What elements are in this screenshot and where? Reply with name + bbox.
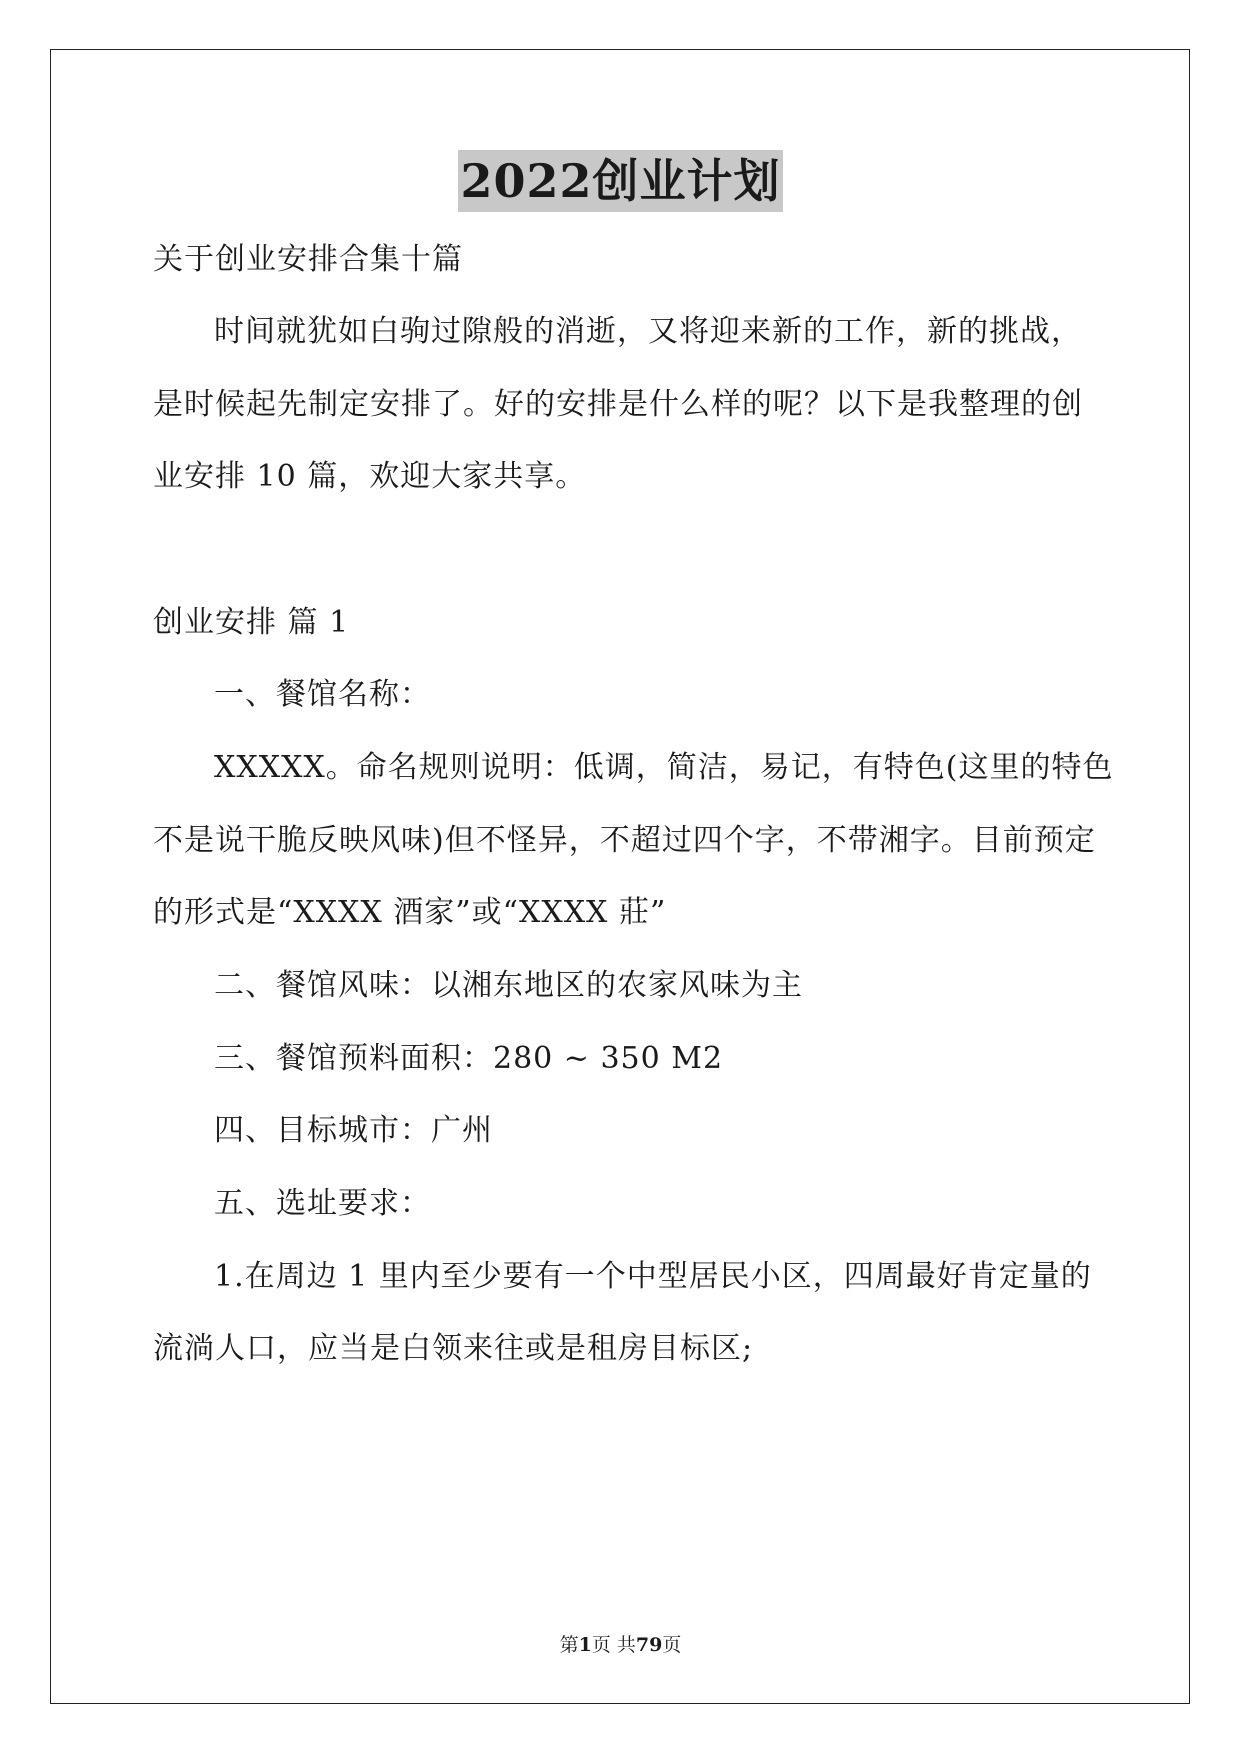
- footer-suffix: 页: [662, 1634, 682, 1656]
- name-paragraph-line-1: XXXXX。命名规则说明：低调，简洁，易记，有特色(这里的特色: [214, 750, 1114, 785]
- area-item: 三、餐馆预料面积：280 ~ 350 M2: [214, 1041, 724, 1076]
- flavor-item: 二、餐馆风味：以湘东地区的农家风味为主: [214, 968, 803, 1003]
- name-paragraph-line-3: 的形式是“XXXX 酒家”或“XXXX 莊”: [153, 895, 667, 930]
- page-border: [50, 49, 1190, 1704]
- section-heading: 创业安排 篇 1: [153, 605, 350, 640]
- site-heading: 五、选址要求：: [214, 1186, 431, 1221]
- name-heading: 一、餐馆名称：: [214, 677, 431, 712]
- total-page-count: 79: [635, 1634, 663, 1656]
- site-line-1: 1.在周边 1 里内至少要有一个中型居民小区，四周最好肯定量的: [214, 1259, 1092, 1294]
- site-line-2: 流淌人口，应当是白领来往或是租房目标区;: [153, 1331, 754, 1366]
- footer-prefix: 第: [559, 1634, 579, 1656]
- current-page-number: 1: [578, 1634, 592, 1656]
- intro-line-3: 业安排 10 篇，欢迎大家共享。: [153, 459, 587, 494]
- footer-mid: 页 共: [591, 1634, 636, 1656]
- name-paragraph-line-2: 不是说干脆反映风味)但不怪异，不超过四个字，不带湘字。目前预定: [153, 823, 1096, 858]
- subtitle: 关于创业安排合集十篇: [153, 242, 463, 277]
- document-title: 2022创业计划: [458, 150, 782, 212]
- intro-line-1: 时间就犹如白驹过隙般的消逝，又将迎来新的工作，新的挑战，: [214, 314, 1082, 349]
- title-container: [0, 150, 1241, 212]
- page-footer: [0, 1632, 1241, 1658]
- city-item: 四、目标城市：广州: [214, 1113, 493, 1148]
- intro-line-2: 是时候起先制定安排了。好的安排是什么样的呢？以下是我整理的创: [153, 387, 1083, 422]
